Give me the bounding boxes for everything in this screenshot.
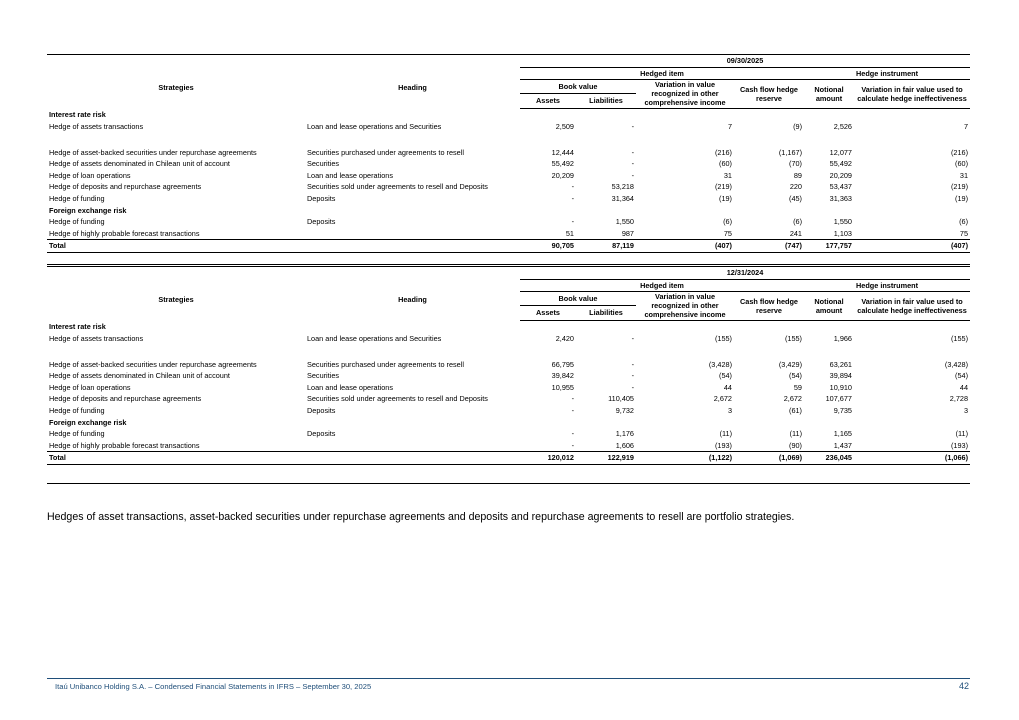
- col-heading: Heading: [398, 295, 427, 305]
- section-title: Foreign exchange risk: [49, 205, 127, 215]
- col-strategies: Strategies: [158, 83, 194, 93]
- table-row: [47, 170, 970, 182]
- table-cell: Hedge of highly probable forecast transactions: [49, 228, 200, 238]
- total-cell: (1,069): [734, 452, 804, 465]
- table-cell: (6): [959, 217, 969, 227]
- table-cell: (193): [714, 440, 732, 450]
- table-cell: 31: [959, 170, 969, 180]
- col-strategies: Strategies: [158, 295, 194, 305]
- total-cell: 236,045: [804, 452, 854, 465]
- table-cell: Deposits: [307, 429, 336, 439]
- table-cell: Deposits: [307, 217, 336, 227]
- table-cell: 89: [793, 170, 802, 180]
- table-row: [47, 393, 970, 405]
- table-row: [47, 121, 970, 133]
- table-cell: 20,209: [829, 170, 852, 180]
- table-row: [47, 382, 970, 394]
- total-cell: 87,119: [576, 240, 636, 253]
- table-cell: 2,728: [949, 394, 969, 404]
- total-cell: 90,705: [520, 240, 576, 253]
- table-cell: [305, 228, 520, 240]
- table-cell: -: [571, 429, 574, 439]
- table-cell: 3: [727, 406, 732, 416]
- table-cell: Hedge of assets denominated in Chilean unit of account: [49, 371, 230, 381]
- table-cell: -: [631, 159, 634, 169]
- total-cell: (1,122): [636, 452, 734, 465]
- table-cell: Securities: [307, 371, 340, 381]
- row-gap: [47, 132, 970, 139]
- table-cell: Loan and lease operations and Securities: [307, 122, 442, 132]
- total-label: Total: [47, 240, 520, 253]
- table-cell: (60): [955, 159, 969, 169]
- table-cell: (60): [719, 159, 732, 169]
- footer-text: Itaú Unibanco Holding S.A. – Condensed Financial Statements in IFRS – September 30, 2025: [55, 682, 372, 691]
- table-cell: 39,842: [551, 371, 574, 381]
- table-cell: (6): [723, 217, 732, 227]
- table-cell: -: [631, 359, 634, 369]
- table-cell: Loan and lease operations: [307, 382, 394, 392]
- spacer: [47, 55, 520, 68]
- period-date: 12/31/2024: [520, 267, 970, 280]
- table-cell: 12,077: [829, 147, 852, 157]
- group-hedge-instrument: Hedge instrument: [804, 279, 970, 292]
- table-row: [47, 405, 970, 417]
- table-cell: 9,732: [615, 406, 634, 416]
- table-cell: Hedge of loan operations: [49, 382, 131, 392]
- table-row: [47, 158, 970, 170]
- table-cell: Hedge of funding: [49, 217, 105, 227]
- table-cell: Hedge of asset-backed securities under repurchase agreements: [49, 359, 257, 369]
- table-cell: 39,894: [829, 371, 852, 381]
- table-cell: [305, 440, 520, 452]
- table-cell: 10,955: [551, 382, 574, 392]
- table-cell: (193): [950, 440, 969, 450]
- col-variation-fair-value: Variation in fair value used to calculate hedge ineffectiveness: [857, 84, 967, 103]
- col-book-value: Book value: [520, 292, 636, 306]
- row-gap: [47, 139, 970, 146]
- table-cell: 1,165: [833, 429, 852, 439]
- total-cell: 177,757: [804, 240, 854, 253]
- table-cell: (9): [793, 122, 802, 132]
- table-cell: Securities purchased under agreements to resell: [307, 359, 464, 369]
- col-cash-flow-reserve: Cash flow hedge reserve: [740, 84, 798, 103]
- table-cell: -: [571, 182, 574, 192]
- table-cell: 1,437: [833, 440, 852, 450]
- table-cell: (1,167): [778, 147, 802, 157]
- table-cell: (155): [784, 334, 802, 344]
- table-cell: (3,428): [708, 359, 732, 369]
- table-cell: -: [571, 394, 574, 404]
- table-cell: 31: [723, 170, 732, 180]
- col-book-value: Book value: [520, 80, 636, 94]
- table-cell: (19): [719, 194, 732, 204]
- table-cell: Hedge of funding: [49, 429, 105, 439]
- table-cell: Hedge of funding: [49, 194, 105, 204]
- table-cell: (11): [719, 429, 732, 439]
- table-cell: 2,420: [555, 334, 574, 344]
- spacer: [47, 267, 520, 280]
- table-cell: -: [571, 440, 574, 450]
- table-cell: (155): [950, 334, 969, 344]
- table-cell: (3,429): [778, 359, 802, 369]
- table-cell: 1,550: [615, 217, 634, 227]
- table-cell: 241: [789, 228, 802, 238]
- hedge-table-2025: [47, 54, 970, 253]
- table-cell: (70): [789, 159, 802, 169]
- table-cell: Deposits: [307, 194, 336, 204]
- table-row: [47, 333, 970, 345]
- total-row: [47, 240, 970, 253]
- table-cell: (45): [789, 194, 802, 204]
- table-cell: (219): [950, 182, 969, 192]
- footnote: Hedges of asset transactions, asset-backed securities under repurchase agreements and deposits and repurchase agreements to resell are portfolio strategies.: [47, 511, 795, 523]
- table-row: [47, 193, 970, 205]
- table-cell: Hedge of highly probable forecast transactions: [49, 440, 200, 450]
- col-liabilities: Liabilities: [589, 96, 623, 106]
- col-variation-fair-value: Variation in fair value used to calculate hedge ineffectiveness: [857, 296, 967, 315]
- table-cell: (54): [789, 371, 802, 381]
- table-cell: Loan and lease operations and Securities: [307, 334, 442, 344]
- table-cell: Hedge of deposits and repurchase agreements: [49, 182, 202, 192]
- table-cell: 1,176: [615, 429, 634, 439]
- total-cell: 122,919: [576, 452, 636, 465]
- table-cell: Hedge of deposits and repurchase agreements: [49, 394, 202, 404]
- table-cell: 7: [727, 122, 732, 132]
- table-cell: 2,509: [555, 122, 574, 132]
- table-cell: Securities sold under agreements to resell and Deposits: [307, 182, 488, 192]
- table-cell: 7: [963, 122, 969, 132]
- table-cell: 987: [621, 228, 634, 238]
- col-cash-flow-reserve: Cash flow hedge reserve: [740, 296, 798, 315]
- col-assets: Assets: [536, 308, 560, 318]
- table-cell: 53,437: [829, 182, 852, 192]
- table-cell: Hedge of funding: [49, 406, 105, 416]
- table-cell: 31,363: [829, 194, 852, 204]
- table-cell: (3,428): [944, 359, 969, 369]
- col-variation-oci: Variation in value recognized in other comprehensive income: [644, 80, 726, 108]
- table-cell: -: [631, 122, 634, 132]
- table-cell: 55,492: [551, 159, 574, 169]
- table-cell: 110,405: [608, 394, 634, 404]
- group-hedged-item: Hedged item: [520, 67, 804, 80]
- table-cell: 1,606: [615, 440, 634, 450]
- table-cell: 44: [723, 382, 732, 392]
- table-cell: 3: [963, 406, 969, 416]
- col-variation-oci: Variation in value recognized in other comprehensive income: [644, 292, 726, 320]
- table-cell: 1,103: [833, 228, 852, 238]
- total-cell: 120,012: [520, 452, 576, 465]
- col-notional: Notional amount: [814, 296, 844, 315]
- total-label: Total: [47, 452, 520, 465]
- table-cell: -: [631, 170, 634, 180]
- table-cell: 9,735: [833, 406, 852, 416]
- hedge-table-2024: [47, 266, 970, 465]
- table-bottom-rule: [47, 483, 970, 484]
- table-cell: Securities: [307, 159, 340, 169]
- table-cell: (19): [955, 194, 969, 204]
- table-row: [47, 216, 970, 228]
- table-cell: Deposits: [307, 406, 336, 416]
- table-row: [47, 146, 970, 158]
- table-separator: [47, 264, 970, 265]
- section-title: Interest rate risk: [49, 110, 106, 120]
- table-cell: -: [571, 194, 574, 204]
- col-assets: Assets: [536, 96, 560, 106]
- total-cell: (407): [854, 240, 970, 253]
- table-row: [47, 181, 970, 193]
- table-cell: Loan and lease operations: [307, 170, 394, 180]
- table-cell: 53,218: [611, 182, 634, 192]
- table-cell: 31,364: [611, 194, 634, 204]
- table-cell: (54): [719, 371, 732, 381]
- table-cell: 66,795: [551, 359, 574, 369]
- table-cell: -: [631, 382, 634, 392]
- table-cell: 10,910: [829, 382, 852, 392]
- table-cell: Hedge of loan operations: [49, 170, 131, 180]
- group-hedged-item: Hedged item: [520, 279, 804, 292]
- table-row: [47, 358, 970, 370]
- col-liabilities: Liabilities: [589, 308, 623, 318]
- table-cell: 75: [959, 228, 969, 238]
- table-cell: Hedge of assets denominated in Chilean unit of account: [49, 159, 230, 169]
- table-cell: 55,492: [829, 159, 852, 169]
- table-cell: 59: [793, 382, 802, 392]
- table-cell: 107,677: [825, 394, 852, 404]
- section-title: Interest rate risk: [49, 322, 106, 332]
- table-row: [47, 428, 970, 440]
- group-hedge-instrument: Hedge instrument: [804, 67, 970, 80]
- table-cell: 220: [789, 182, 802, 192]
- table-cell: 1,966: [833, 334, 852, 344]
- table-row: [47, 440, 970, 452]
- table-cell: -: [571, 217, 574, 227]
- table-cell: Hedge of asset-backed securities under repurchase agreements: [49, 147, 257, 157]
- table-cell: 20,209: [551, 170, 574, 180]
- table-cell: 63,261: [829, 359, 852, 369]
- table-cell: (6): [793, 217, 802, 227]
- table-cell: (216): [950, 147, 969, 157]
- table-row: [47, 228, 970, 240]
- table-cell: (11): [789, 429, 802, 439]
- table-cell: (155): [714, 334, 732, 344]
- table-cell: Hedge of assets transactions: [49, 122, 144, 132]
- table-cell: 12,444: [551, 147, 574, 157]
- col-heading: Heading: [398, 83, 427, 93]
- footer-rule: [47, 678, 970, 679]
- total-cell: (1,066): [854, 452, 970, 465]
- table-cell: Hedge of assets transactions: [49, 334, 144, 344]
- total-cell: (407): [636, 240, 734, 253]
- period-date: 09/30/2025: [520, 55, 970, 68]
- table-cell: -: [631, 147, 634, 157]
- table-cell: 2,672: [783, 394, 802, 404]
- row-gap: [47, 344, 970, 351]
- col-notional: Notional amount: [814, 84, 844, 103]
- table-cell: Securities sold under agreements to resell and Deposits: [307, 394, 488, 404]
- table-cell: -: [631, 334, 634, 344]
- page-number: 42: [958, 681, 969, 691]
- table-cell: (90): [789, 440, 802, 450]
- total-cell: (747): [734, 240, 804, 253]
- table-cell: (54): [955, 371, 969, 381]
- table-cell: (11): [955, 429, 969, 439]
- section-title: Foreign exchange risk: [49, 417, 127, 427]
- table-cell: 2,672: [713, 394, 732, 404]
- table-cell: 75: [723, 228, 732, 238]
- table-cell: 51: [565, 228, 574, 238]
- table-cell: (216): [714, 147, 732, 157]
- table-cell: 2,526: [833, 122, 852, 132]
- table-cell: -: [571, 406, 574, 416]
- table-cell: 1,550: [833, 217, 852, 227]
- table-cell: -: [631, 371, 634, 381]
- table-cell: 44: [959, 382, 969, 392]
- table-cell: (219): [714, 182, 732, 192]
- table-cell: Securities purchased under agreements to resell: [307, 147, 464, 157]
- table-row: [47, 370, 970, 382]
- total-row: [47, 452, 970, 465]
- table-cell: (61): [789, 406, 802, 416]
- row-gap: [47, 351, 970, 358]
